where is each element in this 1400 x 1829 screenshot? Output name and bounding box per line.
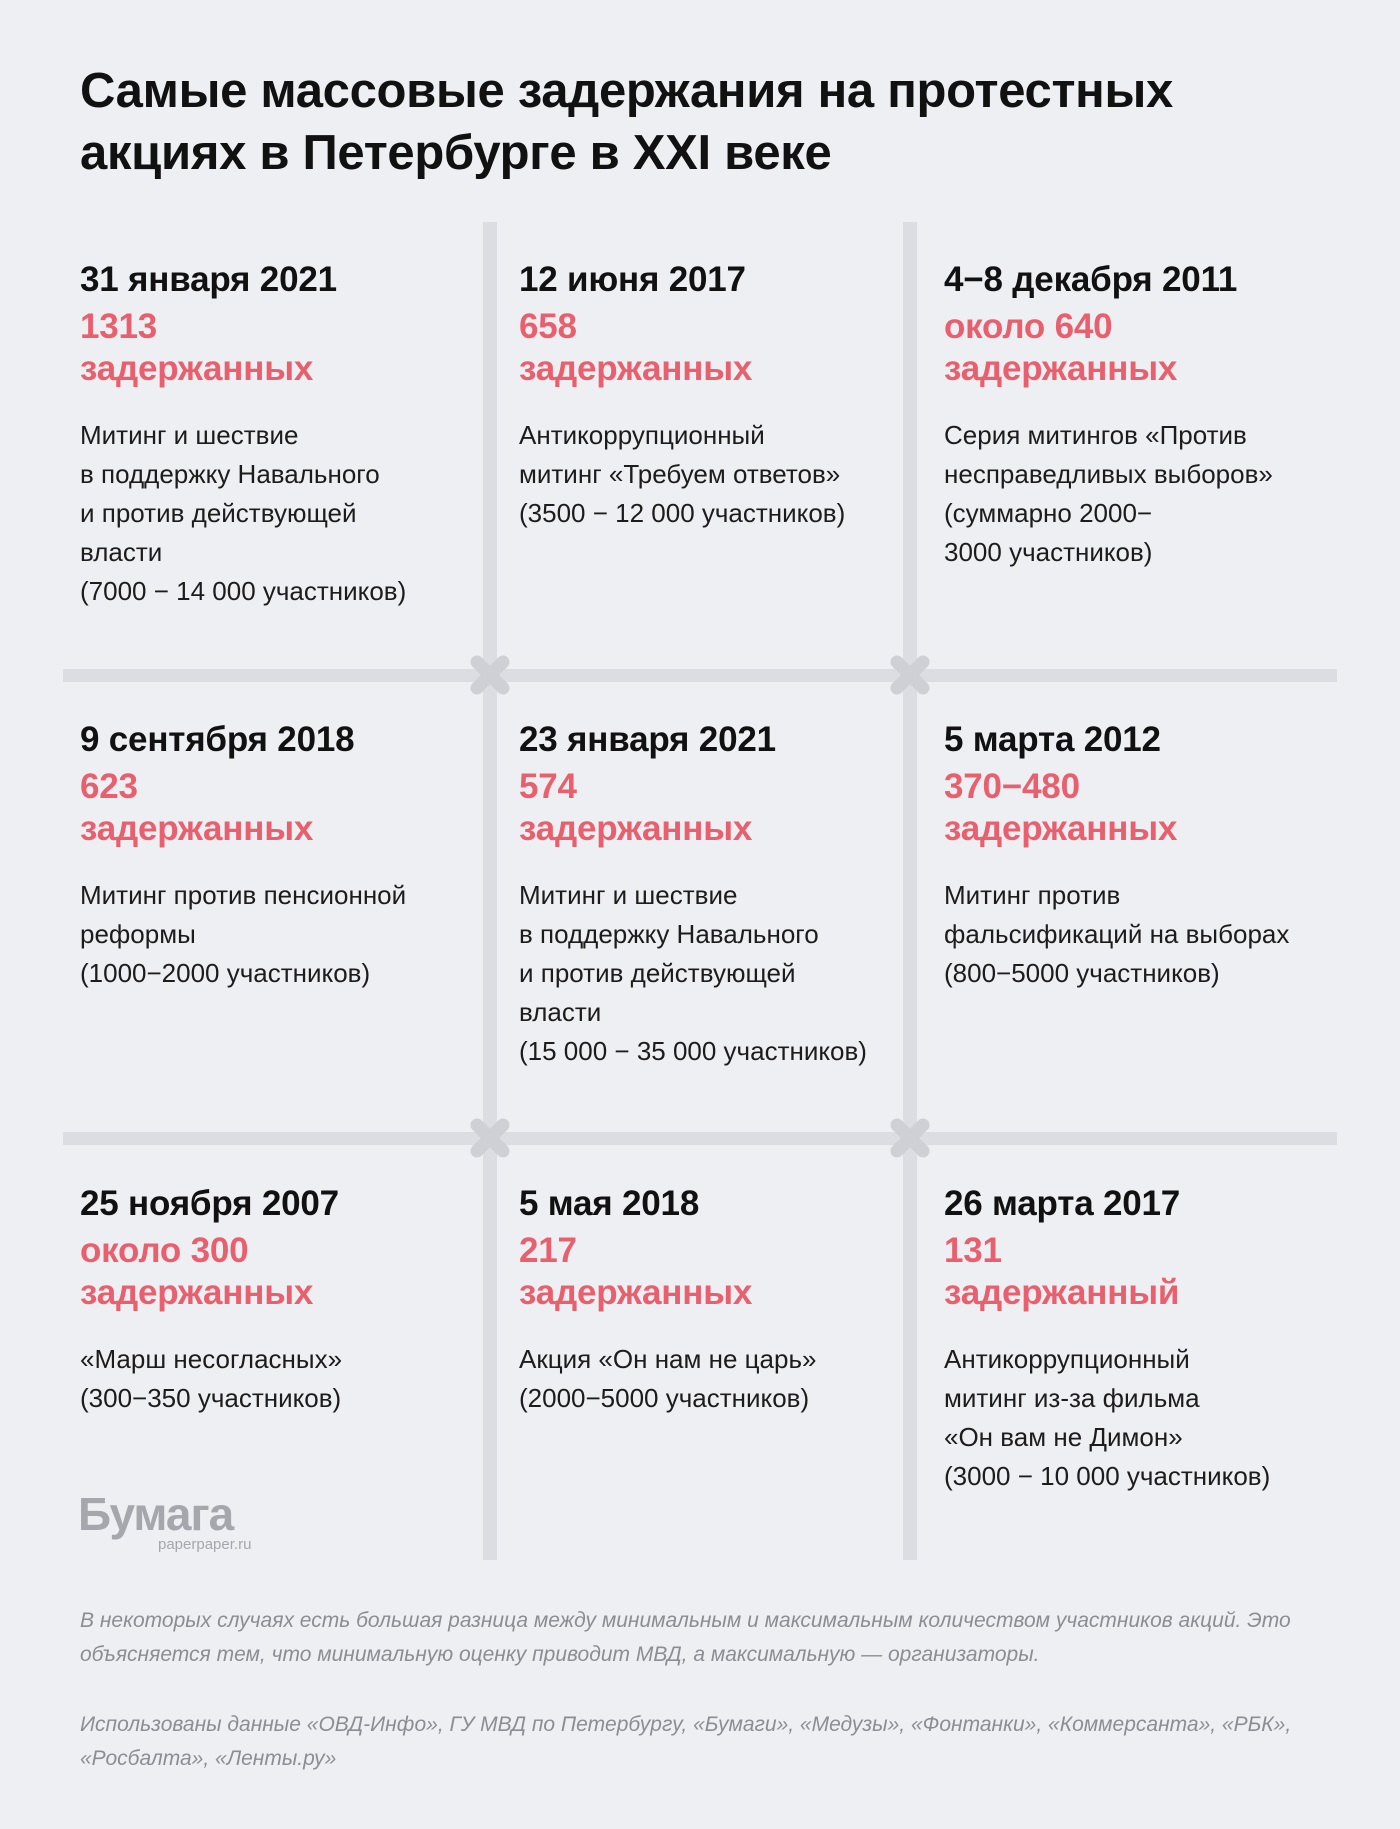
- grid-divider-horizontal: [63, 1132, 1337, 1145]
- detained-count: 370−480 задержанных: [944, 767, 1178, 848]
- grid-divider-horizontal: [63, 669, 1337, 682]
- event-card: [80, 258, 480, 611]
- cross-marker-icon: [887, 1115, 933, 1161]
- detained-count: около 640 задержанных: [944, 307, 1178, 388]
- detained-count: 131 задержанный: [944, 1231, 1180, 1312]
- event-description: Антикоррупционный митинг «Требуем ответов» (3500 − 12 000 участников): [519, 420, 846, 528]
- event-card: [80, 1182, 480, 1418]
- brand-logo: [78, 1490, 251, 1553]
- event-card: [519, 1182, 889, 1418]
- event-date: 23 января 2021: [519, 720, 776, 759]
- event-description: Митинг против фальсификаций на выборах (800−5000 участников): [944, 880, 1290, 988]
- grid-divider-vertical: [483, 222, 497, 1560]
- event-description: Митинг и шествие в поддержку Навального и против действующей власти (7000 − 14 000 участников): [80, 420, 407, 606]
- event-description: «Марш несогласных» (300−350 участников): [80, 1344, 343, 1413]
- sources-note: Использованы данные «ОВД-Инфо», ГУ МВД по Петербургу, «Бумаги», «Медузы», «Фонтанки», «Коммерсанта», «РБК», «Росбалта», «Ленты.ру»: [80, 1713, 1292, 1770]
- event-date: 4−8 декабря 2011: [944, 260, 1238, 299]
- event-date: 31 января 2021: [80, 260, 337, 299]
- detained-count: 217 задержанных: [519, 1231, 753, 1312]
- event-date: 5 марта 2012: [944, 720, 1161, 759]
- detained-count: 1313 задержанных: [80, 307, 314, 388]
- event-card: [80, 718, 480, 993]
- event-description: Акция «Он нам не царь» (2000−5000 участников): [519, 1344, 817, 1413]
- footnote: В некоторых случаях есть большая разница между минимальным и максимальным количеством участников акций. Это объясняется тем, что минимальную оценку приводит МВД, а максимальную — организаторы.: [80, 1609, 1291, 1666]
- event-description: Антикоррупционный митинг из-за фильма «Он вам не Димон» (3000 − 10 000 участников): [944, 1344, 1271, 1491]
- grid-divider-vertical: [903, 222, 917, 1560]
- event-description: Серия митингов «Против несправедливых выборов» (суммарно 2000− 3000 участников): [944, 420, 1273, 567]
- detained-count: 658 задержанных: [519, 307, 753, 388]
- event-description: Митинг и шествие в поддержку Навального и против действующей власти (15 000 − 35 000 участников): [519, 880, 867, 1066]
- cross-marker-icon: [887, 652, 933, 698]
- event-date: 26 марта 2017: [944, 1184, 1181, 1223]
- event-card: [519, 258, 889, 533]
- event-card: [944, 1182, 1344, 1496]
- event-date: 9 сентября 2018: [80, 720, 355, 759]
- event-date: 25 ноября 2007: [80, 1184, 339, 1223]
- event-date: 5 мая 2018: [519, 1184, 700, 1223]
- logo-name: Бумага: [78, 1488, 234, 1540]
- logo-url: paperpaper.ru: [158, 1536, 252, 1553]
- event-card: [944, 258, 1344, 572]
- page-title: Самые массовые задержания на протестных акциях в Петербурге в XXI веке: [80, 64, 1173, 180]
- event-date: 12 июня 2017: [519, 260, 746, 299]
- detained-count: 574 задержанных: [519, 767, 753, 848]
- detained-count: 623 задержанных: [80, 767, 314, 848]
- cross-marker-icon: [467, 652, 513, 698]
- event-description: Митинг против пенсионной реформы (1000−2000 участников): [80, 880, 407, 988]
- cross-marker-icon: [467, 1115, 513, 1161]
- event-card: [519, 718, 899, 1071]
- detained-count: около 300 задержанных: [80, 1231, 314, 1312]
- event-card: [944, 718, 1344, 993]
